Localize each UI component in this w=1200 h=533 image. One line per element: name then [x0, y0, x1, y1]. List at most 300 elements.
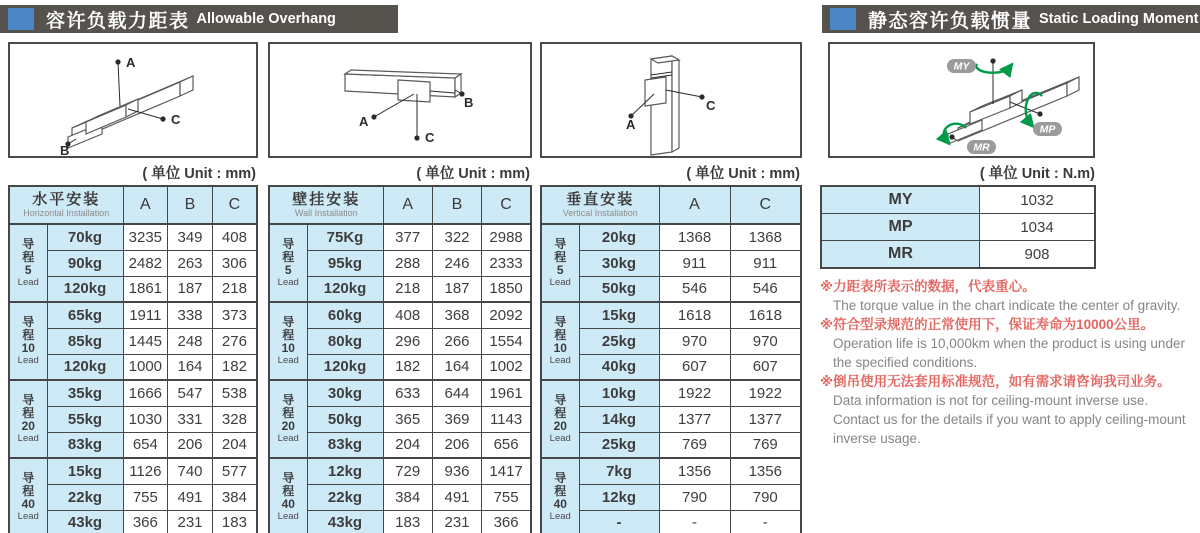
blue-square-icon — [830, 8, 856, 30]
note-zh: ※倒吊使用无法套用标准规范，如有需求请咨询我司业务。 — [820, 374, 1171, 389]
load-cell: 25kg — [579, 432, 659, 458]
value-cell: 276 — [212, 328, 257, 354]
lead-number: 20 — [281, 419, 295, 433]
value-cell: 1618 — [659, 302, 730, 328]
point-b-label: B — [60, 143, 70, 156]
table-row — [9, 458, 257, 484]
value-cell: 911 — [659, 250, 730, 276]
column-header: B — [432, 186, 481, 224]
lead-label-zh: 导 — [22, 315, 35, 329]
note-en: The torque value in the chart indicate the center of gravity. — [833, 298, 1181, 313]
load-cell: 15kg — [579, 302, 659, 328]
load-cell: 43kg — [47, 510, 123, 533]
lead-label-zh: 程 — [554, 406, 567, 420]
value-cell: 607 — [730, 354, 801, 380]
value-cell: 1417 — [482, 458, 531, 484]
installation-title-cell — [269, 186, 383, 224]
moment-row — [821, 186, 1095, 214]
note-en: Operation life is 10,000km when the product is using under the specified conditions. — [833, 336, 1185, 370]
note-en: Data information is not for ceiling-mount inverse use. — [833, 393, 1149, 408]
load-cell: 83kg — [47, 432, 123, 458]
value-cell: 769 — [730, 432, 801, 458]
value-cell: 970 — [659, 328, 730, 354]
value-cell: 2482 — [123, 250, 168, 276]
table-row — [541, 354, 801, 380]
column-header: B — [168, 186, 213, 224]
vertical-installation-diagram — [542, 44, 800, 156]
value-cell: 577 — [212, 458, 257, 484]
value-cell: 1002 — [482, 354, 531, 380]
lead-number: 10 — [281, 341, 295, 355]
load-cell: 120kg — [47, 276, 123, 302]
right-header-title-zh: 静态容许负载惯量 — [868, 10, 1033, 32]
lead-group-cell — [9, 302, 47, 380]
table-row — [9, 484, 257, 510]
lead-label-zh: 导 — [554, 237, 567, 251]
load-cell: 30kg — [579, 250, 659, 276]
value-cell: 790 — [730, 484, 801, 510]
value-cell: 547 — [168, 380, 213, 406]
point-b-label: B — [464, 95, 474, 110]
point-c-label: C — [171, 112, 181, 127]
lead-label-en: Lead — [17, 277, 39, 288]
value-cell: 369 — [432, 406, 481, 432]
value-cell: 187 — [168, 276, 213, 302]
value-cell: 1126 — [123, 458, 168, 484]
load-cell: 120kg — [47, 354, 123, 380]
lead-group-cell — [541, 224, 579, 302]
value-cell: 231 — [432, 510, 481, 533]
left-header-title-zh: 容许负载力距表 — [46, 10, 190, 32]
value-cell: 654 — [123, 432, 168, 458]
value-cell: 538 — [212, 380, 257, 406]
lead-label-zh: 导 — [22, 237, 35, 251]
table-row — [269, 354, 531, 380]
lead-label-zh: 程 — [22, 250, 35, 264]
value-cell: 331 — [168, 406, 213, 432]
value-cell: 546 — [659, 276, 730, 302]
value-cell: 970 — [730, 328, 801, 354]
lead-group-cell — [269, 224, 307, 302]
value-cell: 248 — [168, 328, 213, 354]
value-cell: 306 — [212, 250, 257, 276]
value-cell: 164 — [168, 354, 213, 380]
value-cell: 183 — [383, 510, 432, 533]
horizontal-installation-diagram — [10, 44, 256, 156]
lead-label-zh: 程 — [22, 484, 35, 498]
table-row — [541, 302, 801, 328]
load-cell: 80kg — [307, 328, 383, 354]
unit-label-mm: ( 单位 Unit : mm) — [686, 166, 800, 182]
load-cell: 22kg — [47, 484, 123, 510]
lead-label-zh: 导 — [22, 393, 35, 407]
lead-number: 5 — [24, 263, 32, 277]
moment-row — [821, 214, 1095, 241]
lead-number: 40 — [281, 497, 295, 511]
table-row — [9, 328, 257, 354]
column-header: A — [659, 186, 730, 224]
installation-title-zh: 壁挂安装 — [292, 191, 361, 208]
lead-label-zh: 程 — [282, 484, 295, 498]
lead-group-cell — [9, 458, 47, 533]
static-moment-panel — [820, 42, 1200, 448]
moment-label-my: MY — [821, 186, 980, 214]
value-cell: 740 — [168, 458, 213, 484]
installation-title-zh: 水平安装 — [32, 191, 101, 208]
value-cell: 2988 — [482, 224, 531, 250]
lead-label-zh: 程 — [282, 406, 295, 420]
value-cell: 2092 — [482, 302, 531, 328]
lead-label-zh: 程 — [554, 250, 567, 264]
load-cell: 12kg — [579, 484, 659, 510]
table-row — [9, 380, 257, 406]
lead-group-cell — [541, 458, 579, 533]
lead-label-zh: 程 — [554, 484, 567, 498]
value-cell: - — [659, 510, 730, 533]
value-cell: 633 — [383, 380, 432, 406]
table-row — [269, 406, 531, 432]
lead-label-en: Lead — [277, 433, 299, 444]
table-row — [269, 510, 531, 533]
value-cell: 218 — [212, 276, 257, 302]
moment-value-my: 1032 — [980, 186, 1096, 214]
moment-value-mr: 908 — [980, 241, 1096, 269]
value-cell: 246 — [432, 250, 481, 276]
value-cell: 384 — [212, 484, 257, 510]
installation-title-cell — [541, 186, 659, 224]
load-cell: 50kg — [307, 406, 383, 432]
load-cell: 83kg — [307, 432, 383, 458]
value-cell: 204 — [212, 432, 257, 458]
value-cell: 183 — [212, 510, 257, 533]
table-row — [541, 276, 801, 302]
lead-group-cell — [541, 380, 579, 458]
lead-label-en: Lead — [549, 511, 571, 522]
table-row — [269, 458, 531, 484]
lead-number: 10 — [21, 341, 35, 355]
table-row — [9, 432, 257, 458]
load-cell: 60kg — [307, 302, 383, 328]
value-cell: 366 — [482, 510, 531, 533]
value-cell: 338 — [168, 302, 213, 328]
lead-label-zh: 导 — [554, 393, 567, 407]
installation-title-en: Horizontal Installation — [23, 208, 110, 218]
lead-label-zh: 程 — [22, 328, 35, 342]
value-cell: 1445 — [123, 328, 168, 354]
table-row — [541, 250, 801, 276]
column-header: C — [212, 186, 257, 224]
table-row — [269, 276, 531, 302]
point-a-label: A — [626, 117, 636, 132]
horizontal-diagram-box — [8, 42, 258, 158]
lead-group-cell — [269, 302, 307, 380]
load-cell: 20kg — [579, 224, 659, 250]
lead-label-zh: 程 — [22, 406, 35, 420]
lead-number: 5 — [556, 263, 564, 277]
lead-label-zh: 导 — [22, 471, 35, 485]
mr-label: MR — [973, 141, 990, 154]
value-cell: 1861 — [123, 276, 168, 302]
table-row — [9, 354, 257, 380]
table-row — [9, 406, 257, 432]
value-cell: 1377 — [659, 406, 730, 432]
point-c-label: C — [425, 130, 435, 145]
note-en: Contact us for the details if you want to apply ceiling-mount inverse usage. — [833, 412, 1186, 446]
value-cell: 288 — [383, 250, 432, 276]
value-cell: 328 — [212, 406, 257, 432]
mp-label: MP — [1039, 123, 1056, 136]
lead-group-cell — [9, 224, 47, 302]
installation-title-zh: 垂直安装 — [566, 191, 635, 208]
load-cell: 70kg — [47, 224, 123, 250]
column-header: C — [730, 186, 801, 224]
value-cell: 1961 — [482, 380, 531, 406]
table-row — [9, 276, 257, 302]
value-cell: 206 — [168, 432, 213, 458]
moment-row — [821, 241, 1095, 269]
horizontal-overhang-table — [8, 185, 258, 533]
static-moment-table — [820, 185, 1096, 269]
vertical-overhang-table — [540, 185, 802, 533]
value-cell: 1368 — [659, 224, 730, 250]
value-cell: 546 — [730, 276, 801, 302]
lead-label-en: Lead — [549, 433, 571, 444]
value-cell: 206 — [432, 432, 481, 458]
left-header-title-en: Allowable Overhang — [196, 11, 336, 27]
moment-diagram-box — [828, 42, 1095, 158]
right-header-title-en: Static Loading Moment — [1039, 11, 1199, 27]
lead-label-zh: 导 — [282, 471, 295, 485]
value-cell: 384 — [383, 484, 432, 510]
load-cell: 30kg — [307, 380, 383, 406]
allowable-overhang-header — [0, 5, 398, 33]
value-cell: 769 — [659, 432, 730, 458]
value-cell: 408 — [383, 302, 432, 328]
load-cell: 65kg — [47, 302, 123, 328]
wall-installation-diagram — [270, 44, 530, 156]
lead-group-cell — [9, 380, 47, 458]
note-zh: ※符合型录规范的正常使用下，保证寿命为10000公里。 — [820, 317, 1155, 332]
lead-group-cell — [541, 302, 579, 380]
blue-square-icon — [8, 8, 34, 30]
lead-label-zh: 导 — [554, 315, 567, 329]
load-cell: - — [579, 510, 659, 533]
table-row — [9, 302, 257, 328]
table-row — [269, 484, 531, 510]
table-header-row — [541, 186, 801, 224]
installation-title-en: Vertical Installation — [562, 208, 638, 218]
lead-group-cell — [269, 458, 307, 533]
load-cell: 50kg — [579, 276, 659, 302]
wall-diagram-box — [268, 42, 532, 158]
value-cell: 1143 — [482, 406, 531, 432]
vertical-installation-panel — [540, 42, 802, 533]
note-zh: ※力距表所表示的数据，代表重心。 — [820, 279, 1036, 294]
column-header: A — [123, 186, 168, 224]
value-cell: 1356 — [730, 458, 801, 484]
lead-number: 5 — [284, 263, 292, 277]
column-header: A — [383, 186, 432, 224]
static-loading-moment-header — [822, 5, 1200, 33]
my-label: MY — [953, 60, 970, 73]
value-cell: 911 — [730, 250, 801, 276]
value-cell: 187 — [432, 276, 481, 302]
load-cell: 90kg — [47, 250, 123, 276]
value-cell: 1850 — [482, 276, 531, 302]
moment-value-mp: 1034 — [980, 214, 1096, 241]
unit-label-nm: ( 单位 Unit : N.m) — [979, 166, 1095, 182]
value-cell: 182 — [383, 354, 432, 380]
value-cell: 755 — [482, 484, 531, 510]
load-cell: 75Kg — [307, 224, 383, 250]
table-row — [269, 432, 531, 458]
value-cell: 1922 — [659, 380, 730, 406]
table-row — [269, 302, 531, 328]
table-header-row — [9, 186, 257, 224]
value-cell: 607 — [659, 354, 730, 380]
static-moment-diagram — [830, 44, 1093, 156]
value-cell: 1356 — [659, 458, 730, 484]
lead-label-en: Lead — [549, 277, 571, 288]
unit-label-mm: ( 单位 Unit : mm) — [142, 166, 256, 182]
table-row — [541, 380, 801, 406]
lead-label-zh: 程 — [282, 250, 295, 264]
load-cell: 85kg — [47, 328, 123, 354]
table-row — [541, 510, 801, 533]
value-cell: 1368 — [730, 224, 801, 250]
lead-label-en: Lead — [17, 433, 39, 444]
lead-label-zh: 导 — [282, 315, 295, 329]
lead-label-zh: 程 — [282, 328, 295, 342]
lead-number: 20 — [553, 419, 567, 433]
lead-label-en: Lead — [277, 277, 299, 288]
lead-number: 10 — [553, 341, 567, 355]
table-row — [541, 484, 801, 510]
load-cell: 7kg — [579, 458, 659, 484]
value-cell: 755 — [123, 484, 168, 510]
value-cell: - — [730, 510, 801, 533]
moment-label-mr: MR — [821, 241, 980, 269]
value-cell: 266 — [432, 328, 481, 354]
value-cell: 491 — [168, 484, 213, 510]
table-row — [269, 224, 531, 250]
load-cell: 14kg — [579, 406, 659, 432]
table-row — [9, 510, 257, 533]
moment-label-mp: MP — [821, 214, 980, 241]
value-cell: 936 — [432, 458, 481, 484]
value-cell: 1922 — [730, 380, 801, 406]
value-cell: 1000 — [123, 354, 168, 380]
load-cell: 15kg — [47, 458, 123, 484]
value-cell: 491 — [432, 484, 481, 510]
wall-overhang-table — [268, 185, 532, 533]
lead-label-en: Lead — [277, 511, 299, 522]
table-row — [269, 328, 531, 354]
load-cell: 43kg — [307, 510, 383, 533]
lead-group-cell — [269, 380, 307, 458]
load-cell: 120kg — [307, 276, 383, 302]
value-cell: 373 — [212, 302, 257, 328]
value-cell: 377 — [383, 224, 432, 250]
table-row — [269, 380, 531, 406]
value-cell: 408 — [212, 224, 257, 250]
lead-label-en: Lead — [549, 355, 571, 366]
value-cell: 366 — [123, 510, 168, 533]
load-cell: 10kg — [579, 380, 659, 406]
point-a-label: A — [359, 114, 369, 129]
value-cell: 1911 — [123, 302, 168, 328]
wall-installation-panel — [268, 42, 532, 533]
load-cell: 22kg — [307, 484, 383, 510]
value-cell: 790 — [659, 484, 730, 510]
value-cell: 365 — [383, 406, 432, 432]
vertical-diagram-box — [540, 42, 802, 158]
load-cell: 55kg — [47, 406, 123, 432]
value-cell: 1377 — [730, 406, 801, 432]
installation-title-en: Wall Installation — [294, 208, 358, 218]
value-cell: 1666 — [123, 380, 168, 406]
value-cell: 204 — [383, 432, 432, 458]
table-row — [269, 250, 531, 276]
value-cell: 349 — [168, 224, 213, 250]
lead-number: 40 — [553, 497, 567, 511]
value-cell: 1618 — [730, 302, 801, 328]
lead-label-en: Lead — [277, 355, 299, 366]
table-row — [541, 406, 801, 432]
lead-label-zh: 导 — [554, 471, 567, 485]
column-header: C — [482, 186, 531, 224]
unit-label-mm: ( 单位 Unit : mm) — [416, 166, 530, 182]
lead-label-en: Lead — [17, 511, 39, 522]
table-header-row — [269, 186, 531, 224]
value-cell: 1030 — [123, 406, 168, 432]
table-row — [9, 250, 257, 276]
point-a-label: A — [126, 55, 136, 70]
value-cell: 322 — [432, 224, 481, 250]
value-cell: 368 — [432, 302, 481, 328]
value-cell: 656 — [482, 432, 531, 458]
table-row — [541, 432, 801, 458]
installation-title-cell — [9, 186, 123, 224]
value-cell: 1554 — [482, 328, 531, 354]
lead-label-zh: 导 — [282, 393, 295, 407]
value-cell: 263 — [168, 250, 213, 276]
value-cell: 182 — [212, 354, 257, 380]
lead-label-en: Lead — [17, 355, 39, 366]
lead-number: 20 — [21, 419, 35, 433]
value-cell: 644 — [432, 380, 481, 406]
load-cell: 35kg — [47, 380, 123, 406]
load-cell: 120kg — [307, 354, 383, 380]
load-cell: 95kg — [307, 250, 383, 276]
notes-block — [820, 277, 1200, 448]
lead-label-zh: 程 — [554, 328, 567, 342]
table-row — [9, 224, 257, 250]
table-row — [541, 328, 801, 354]
value-cell: 218 — [383, 276, 432, 302]
point-c-label: C — [706, 98, 716, 113]
value-cell: 729 — [383, 458, 432, 484]
value-cell: 164 — [432, 354, 481, 380]
lead-label-zh: 导 — [282, 237, 295, 251]
value-cell: 296 — [383, 328, 432, 354]
table-row — [541, 224, 801, 250]
load-cell: 25kg — [579, 328, 659, 354]
horizontal-installation-panel — [8, 42, 258, 533]
load-cell: 12kg — [307, 458, 383, 484]
value-cell: 2333 — [482, 250, 531, 276]
value-cell: 231 — [168, 510, 213, 533]
